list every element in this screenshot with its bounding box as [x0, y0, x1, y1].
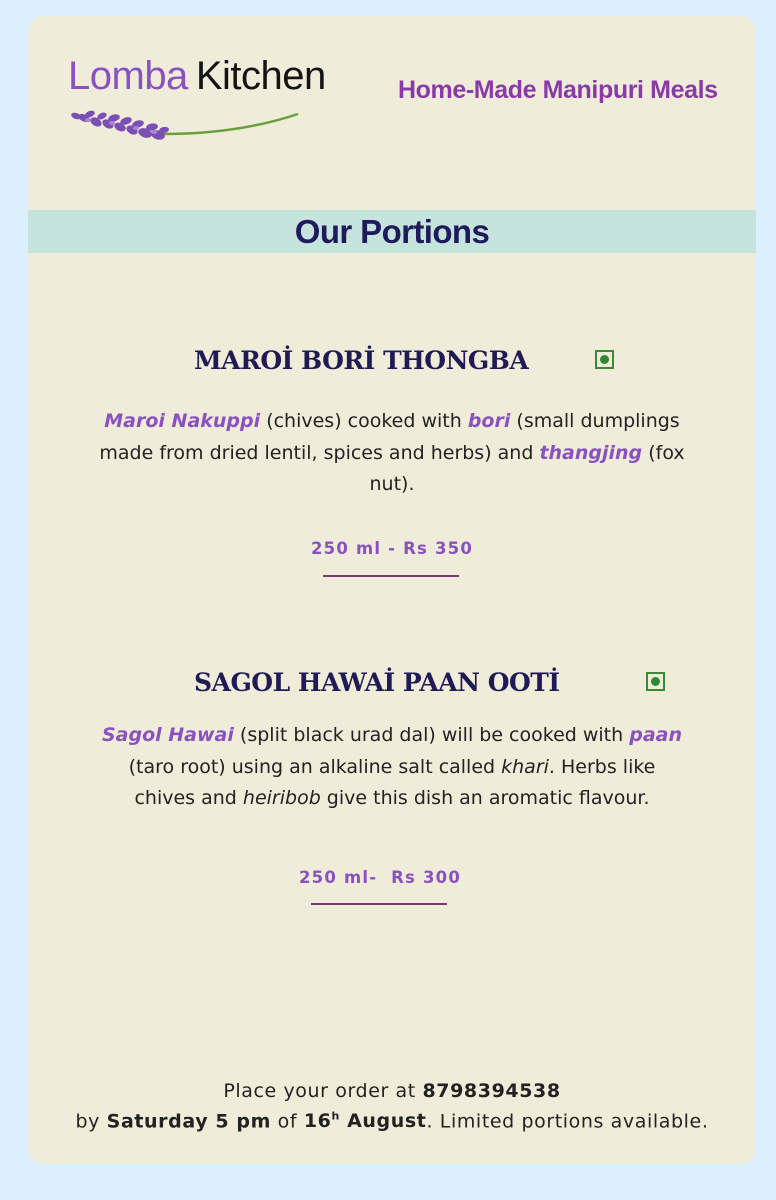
order-info-line-2 — [28, 1110, 756, 1132]
section-title: Our Portions — [294, 213, 490, 250]
phone-number: 8798394538 — [422, 1080, 561, 1102]
order-month: August — [339, 1110, 427, 1133]
brand-word-2: Kitchen — [195, 54, 326, 98]
desc-text: (split black urad dal) will be cooked with — [233, 724, 630, 746]
dish-price: 250 ml - Rs 350 — [310, 539, 474, 558]
desc-text: (taro root) using an alkaline salt called — [128, 755, 502, 778]
dish-description — [97, 720, 687, 815]
desc-highlight: Sagol Hawai — [101, 724, 234, 746]
lavender-sprig-icon — [68, 102, 308, 152]
desc-highlight: thangjing — [539, 441, 643, 464]
desc-text: (chives) cooked with — [260, 410, 468, 432]
logo — [68, 52, 326, 172]
order-info-line-1 — [28, 1080, 756, 1102]
desc-text: give this dish an aromatic flavour. — [320, 787, 650, 809]
desc-highlight: Maroi Nakuppi — [104, 410, 261, 432]
dish-title: MAROİ BORİ THONGBA — [194, 346, 529, 375]
date-suffix: h — [331, 1110, 340, 1123]
desc-italic: heiribob — [242, 787, 321, 809]
order-text: Place your order at — [223, 1080, 423, 1102]
order-text: . Limited portions available. — [426, 1110, 709, 1133]
desc-highlight: paan — [629, 724, 682, 746]
divider — [311, 903, 447, 905]
dish-description — [82, 406, 702, 501]
dish-price: 250 ml- Rs 300 — [298, 868, 462, 887]
brand-word-1: Lomba — [68, 54, 188, 98]
order-text: of — [271, 1110, 304, 1133]
desc-highlight: bori — [467, 410, 511, 432]
dish-title: SAGOL HAWAİ PAAN OOTİ — [194, 668, 560, 697]
desc-text: . Herbs like chives and — [134, 755, 656, 809]
tagline: Home-Made Manipuri Meals — [398, 76, 718, 104]
section-header-band — [28, 210, 756, 253]
desc-text: (fox nut). — [369, 441, 685, 495]
order-deadline: Saturday 5 pm — [106, 1110, 272, 1133]
menu-card — [28, 16, 756, 1164]
order-date: 16 — [303, 1110, 332, 1133]
divider — [323, 575, 459, 577]
veg-mark-icon — [595, 350, 614, 369]
desc-italic: khari — [501, 755, 549, 778]
brand-name — [68, 52, 326, 100]
order-text: by — [75, 1110, 107, 1133]
desc-text: (small dumplings made from dried lentil, spices and herbs) and — [99, 410, 680, 464]
veg-mark-icon — [646, 672, 665, 691]
